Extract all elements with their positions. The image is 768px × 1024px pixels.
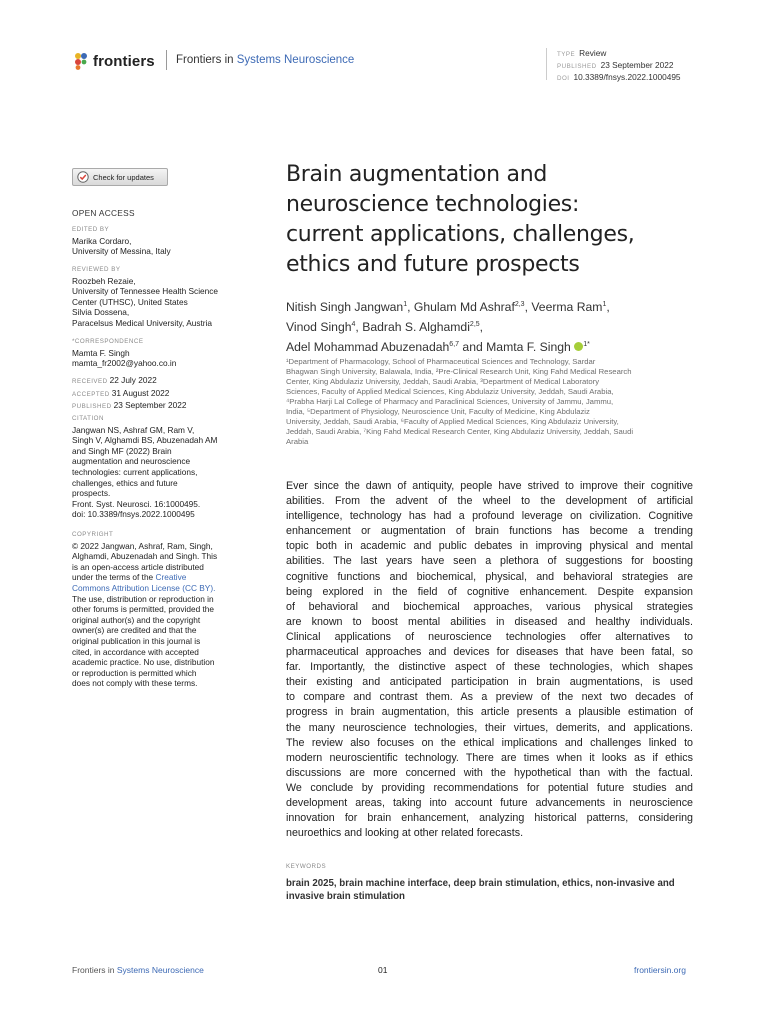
orcid-icon[interactable] — [574, 342, 583, 351]
copyright-line — [72, 572, 242, 583]
affiliation-ref: 1* — [583, 341, 590, 349]
abstract-line: topic both in academic and public debates in improving physical and mental — [286, 540, 693, 553]
journal-link[interactable] — [176, 54, 354, 66]
copyright-line: academic practice. No use, distribution — [72, 657, 215, 668]
affiliation-line: ¹Department of Pharmacology, School of Pharmaceutical Sciences and Technology, Sardar — [286, 357, 596, 366]
abstract-line: intelligence, technology has had a profound leverage on civilization. Cognitive — [286, 510, 693, 523]
abstract-line: Ever since the dawn of antiquity, people have strived to improve their cognitive — [286, 480, 693, 492]
copyright-line: is an open-access article distributed — [72, 561, 204, 572]
article-meta — [557, 48, 681, 84]
author-name[interactable]: Nitish Singh Jangwan — [286, 300, 404, 315]
reviewer-line: Silvia Dossena, — [72, 307, 130, 318]
keywords-line: invasive brain stimulation — [286, 890, 405, 902]
abstract-line: The review also focuses on the ethical implications and challenges linked to — [286, 736, 693, 749]
footer-site-link[interactable]: frontiersin.org — [634, 965, 686, 975]
reviewer-line: Roozbeh Rezaie, — [72, 275, 136, 286]
author-list — [286, 296, 706, 356]
frontiers-logo-icon — [72, 52, 90, 70]
reviewed-by-section — [72, 265, 242, 329]
copyright-section — [72, 530, 242, 689]
accepted-row — [72, 388, 242, 401]
abstract-line: development areas, taking into account future advancements in neuroscience — [286, 796, 693, 809]
check-for-updates-button[interactable] — [72, 168, 168, 186]
license-link[interactable]: Commons Attribution License (CC BY). — [72, 582, 216, 593]
published-value: 23 September 2022 — [600, 60, 674, 70]
abstract-line: abilities. The last years have seen a plethora of suggestions for boosting — [286, 555, 693, 568]
doi-label: DOI — [557, 75, 570, 82]
journal-prefix: Frontiers in — [176, 54, 237, 66]
logo-text: frontiers — [93, 52, 155, 70]
separator: , — [606, 300, 610, 315]
author-name[interactable]: Adel Mohammad Abuzenadah — [286, 340, 450, 355]
abstract-line: of behavioral and biochemical approaches, various physical strategies — [286, 600, 693, 613]
abstract-line: to compare and contrast them. As a preview of the next two decades of — [286, 691, 693, 704]
open-access-label: OPEN ACCESS — [72, 208, 135, 218]
type-row — [557, 48, 681, 60]
citation-line: challenges, ethics and future — [72, 477, 178, 488]
citation-doi[interactable]: doi: 10.3389/fnsys.2022.1000495 — [72, 509, 195, 520]
correspondent-email[interactable]: mamta_fr2002@yahoo.co.in — [72, 358, 177, 369]
author-line — [286, 336, 706, 356]
reviewer-line: University of Tennessee Health Science — [72, 286, 219, 297]
affiliation-ref: 1 — [602, 301, 607, 308]
abstract-line: cognitive functions and biochemical, physical, and behavioral strategies are — [286, 570, 693, 583]
affiliations — [286, 357, 698, 447]
copyright-line: other forums is permitted, provided the — [72, 604, 215, 615]
abstract-line: enhancement or augmentation of brain functions has become a trending — [286, 525, 693, 538]
received-row — [72, 375, 242, 388]
copyright-line: original publication in this journal is — [72, 635, 201, 646]
reviewer-line: Paracelsus Medical University, Austria — [72, 317, 213, 328]
abstract — [286, 479, 693, 841]
dates-section — [72, 375, 242, 413]
title-line: current applications, challenges, — [286, 222, 635, 247]
copyright-line: does not comply with these terms. — [72, 678, 198, 689]
article-title — [286, 160, 706, 280]
published-row — [557, 60, 681, 72]
edited-by-section — [72, 225, 242, 257]
citation-section — [72, 414, 242, 520]
abstract-line: the many neuroscience technologies, their virtues, demerits, and applications. — [286, 721, 693, 734]
abstract-line: Clinical applications of neuroscience technologies offer alternatives to — [286, 630, 693, 643]
editor-affiliation: University of Messina, Italy — [72, 246, 171, 257]
copyright-label: COPYRIGHT — [72, 531, 114, 538]
license-link[interactable]: Creative — [155, 572, 187, 583]
title-line: neuroscience technologies: — [286, 192, 580, 217]
copyright-line: original author(s) and the copyright — [72, 614, 201, 625]
edited-by-label: EDITED BY — [72, 226, 110, 233]
citation-line: Singh V, Alghamdi BS, Abuzenadah AM — [72, 435, 218, 446]
reviewer-line: Center (UTHSC), United States — [72, 296, 188, 307]
update-check-icon — [77, 171, 89, 183]
affiliation-line: Jeddah, Saudi Arabia, ⁷King Fahd Medical Research Center, King Abdulaziz University, Jeddah, Saudi — [286, 427, 634, 436]
abstract-line: neuroethics and looking at other related forecasts. — [286, 827, 524, 840]
title-line: ethics and future prospects — [286, 252, 580, 277]
type-value: Review — [579, 48, 607, 58]
header-divider — [166, 50, 167, 70]
doi-row[interactable] — [557, 72, 681, 84]
affiliation-line: Bhagwan Singh University, Balawala, India, ²Pre-Clinical Research Unit, King Fahd Medical Research — [286, 367, 632, 376]
author-name[interactable]: , Badrah S. Alghamdi — [355, 320, 470, 335]
author-name[interactable]: Vinod Singh — [286, 320, 352, 335]
citation-line: Jangwan NS, Ashraf GM, Ram V, — [72, 424, 195, 435]
author-line — [286, 296, 706, 316]
affiliation-ref: 4 — [351, 321, 356, 329]
accepted-date: 31 August 2022 — [111, 387, 170, 398]
affiliation-ref: 2,3 — [514, 301, 525, 308]
keywords-label: KEYWORDS — [286, 863, 327, 870]
citation-line: prospects. — [72, 488, 111, 499]
abstract-line: far. Importantly, the distinctive aspect of these technologies, which shapes — [286, 661, 693, 674]
affiliation-ref: 1 — [403, 301, 408, 308]
separator: , — [479, 320, 484, 335]
abstract-line: pharmaceutical approaches and devices for diseases that have been fatal, so — [286, 646, 693, 659]
copyright-line: or reproduction is permitted which — [72, 667, 197, 678]
frontiers-logo[interactable] — [72, 51, 155, 71]
abstract-line: progress in brain augmentation, this article presents a plausible estimation of — [286, 706, 693, 719]
published-date: 23 September 2022 — [113, 400, 187, 411]
footer-journal-name: Systems Neuroscience — [116, 965, 204, 975]
affiliation-line: University, Jeddah, Saudi Arabia, ⁶Faculty of Applied Medical Sciences, King Abdulaziz University, — [286, 417, 619, 426]
abstract-line: being explored in the field of cognitive enhancement. Despite expansion — [286, 585, 693, 598]
editor-name: Marika Cordaro, — [72, 235, 132, 246]
copyright-line: The use, distribution or reproduction in — [72, 593, 214, 604]
citation-label: CITATION — [72, 415, 104, 422]
meta-divider — [546, 48, 547, 80]
affiliation-line: ⁴Prabha Harji Lal College of Pharmacy and Paraclinical Sciences, University of Jammu, Jammu, — [286, 397, 614, 406]
copyright-line: Alghamdi, Abuzenadah and Singh. This — [72, 551, 218, 562]
abstract-line: are known to boost mental abilities in diseased and healthy individuals. — [286, 615, 693, 628]
citation-line: and Singh MF (2022) Brain — [72, 445, 172, 456]
copyright-line: © 2022 Jangwan, Ashraf, Ram, Singh, — [72, 540, 213, 551]
abstract-line: their existing and anticipated participation in brain augmentations, is used — [286, 676, 693, 689]
abstract-line: modern neuroscientific technology. There are times when it looks as if ethics — [286, 751, 693, 764]
doi-value[interactable]: 10.3389/fnsys.2022.1000495 — [573, 72, 681, 82]
copyright-line: cited, in accordance with accepted — [72, 646, 199, 657]
accepted-label: ACCEPTED — [72, 390, 110, 398]
affiliation-ref: 2,5 — [469, 321, 480, 329]
author-name[interactable]: and Mamta F. Singh — [459, 340, 571, 355]
copyright-line: owner(s) are credited and that the — [72, 625, 197, 636]
citation-line: Front. Syst. Neurosci. 16:1000495. — [72, 498, 201, 509]
affiliation-line: Arabia — [286, 437, 309, 446]
affiliation-ref: 6,7 — [449, 341, 460, 349]
abstract-line: abilities. From the advent of the wheel to the development of artificial — [286, 495, 693, 508]
affiliation-line: Sciences, Faculty of Applied Medical Sciences, King Abdulaziz University, Jeddah, Saudi Arabia, — [286, 387, 614, 396]
affiliation-line: India, ⁵Department of Physiology, Neuroscience Unit, Faculty of Medicine, King Abdulaziz — [286, 407, 590, 416]
abstract-line: We conclude by providing recommendations for potential future studies and — [286, 781, 693, 794]
title-line: Brain augmentation and — [286, 162, 547, 187]
published-label: PUBLISHED — [557, 63, 597, 70]
type-label: TYPE — [557, 51, 576, 58]
check-for-updates-label: Check for updates — [93, 172, 154, 182]
correspondence-section — [72, 337, 242, 369]
copyright-text: under the terms of the — [72, 572, 156, 583]
published-row — [72, 400, 242, 413]
author-name[interactable]: , Ghulam Md Ashraf — [407, 300, 515, 315]
citation-line: technologies: current applications, — [72, 466, 198, 477]
journal-name: Systems Neuroscience — [236, 54, 355, 66]
published-label: PUBLISHED — [72, 403, 112, 411]
received-date: 22 July 2022 — [109, 375, 157, 385]
correspondence-label: *CORRESPONDENCE — [72, 338, 144, 345]
affiliation-line: Center, King Abdulaziz University, Jeddah, Saudi Arabia, ³Department of Medical Laboratory — [286, 377, 600, 386]
abstract-line: discussions are more concerned with the hypothetical than with the factual. — [286, 766, 693, 779]
author-name[interactable]: , Veerma Ram — [524, 300, 603, 315]
keywords — [286, 878, 696, 903]
footer-journal-prefix: Frontiers in — [72, 965, 117, 975]
footer-journal[interactable] — [72, 965, 204, 975]
reviewed-by-label: REVIEWED BY — [72, 266, 121, 273]
correspondent-name: Mamta F. Singh — [72, 347, 130, 358]
received-label: RECEIVED — [72, 378, 108, 385]
keywords-line: brain 2025, brain machine interface, deep brain stimulation, ethics, non-invasive and — [286, 878, 675, 889]
citation-line: augmentation and neuroscience — [72, 456, 191, 467]
author-line — [286, 316, 706, 336]
abstract-line: innovation for brain enhancement, analyzing historical patterns, considering — [286, 812, 693, 825]
page-number: 01 — [378, 965, 388, 975]
